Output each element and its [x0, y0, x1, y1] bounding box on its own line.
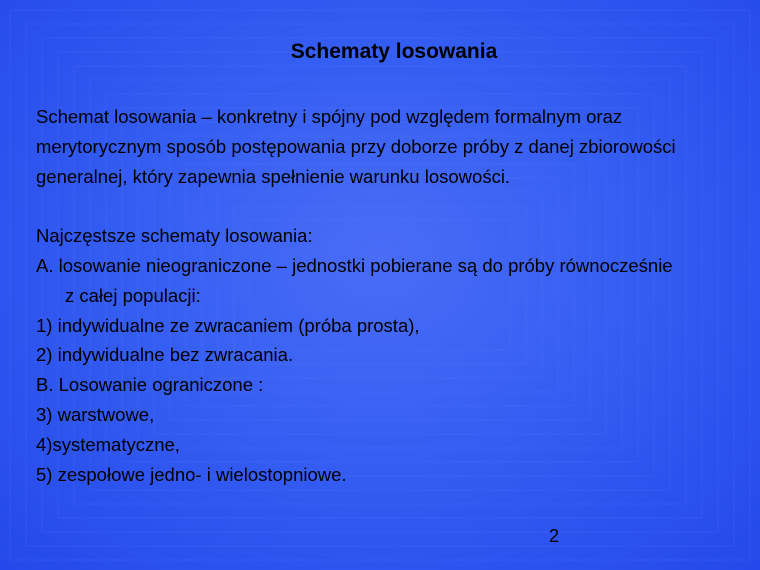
definition-line-2: merytorycznym sposób postępowania przy doborze próby z danej zbiorowości	[36, 135, 676, 157]
list-heading: Najczęstsze schematy losowania:	[36, 225, 313, 247]
definition-line-3: generalnej, który zapewnia spełnienie warunku losowości.	[36, 165, 511, 187]
list-item-3: 3) warstwowe,	[36, 403, 155, 425]
section-a-line-2: z całej populacji:	[65, 284, 201, 306]
list-item-5: 5) zespołowe jedno- i wielostopniowe.	[36, 463, 347, 485]
definition-line-1: Schemat losowania – konkretny i spójny pod względem formalnym oraz	[36, 106, 623, 127]
section-b-heading: B. Losowanie ograniczone :	[36, 374, 264, 396]
spacer	[36, 191, 746, 221]
section-a-line-1: A. losowanie nieograniczone – jednostki pobierane są do próby równocześnie	[36, 254, 673, 276]
list-item-4: 4)systematyczne,	[36, 433, 180, 455]
slide-body	[36, 102, 746, 489]
slide-title: Schematy losowania	[290, 40, 498, 63]
list-item-1: 1) indywidualne ze zwracaniem (próba prosta),	[36, 314, 420, 336]
list-item-2: 2) indywidualne bez zwracania.	[36, 344, 294, 366]
page-number: 2	[549, 526, 560, 546]
